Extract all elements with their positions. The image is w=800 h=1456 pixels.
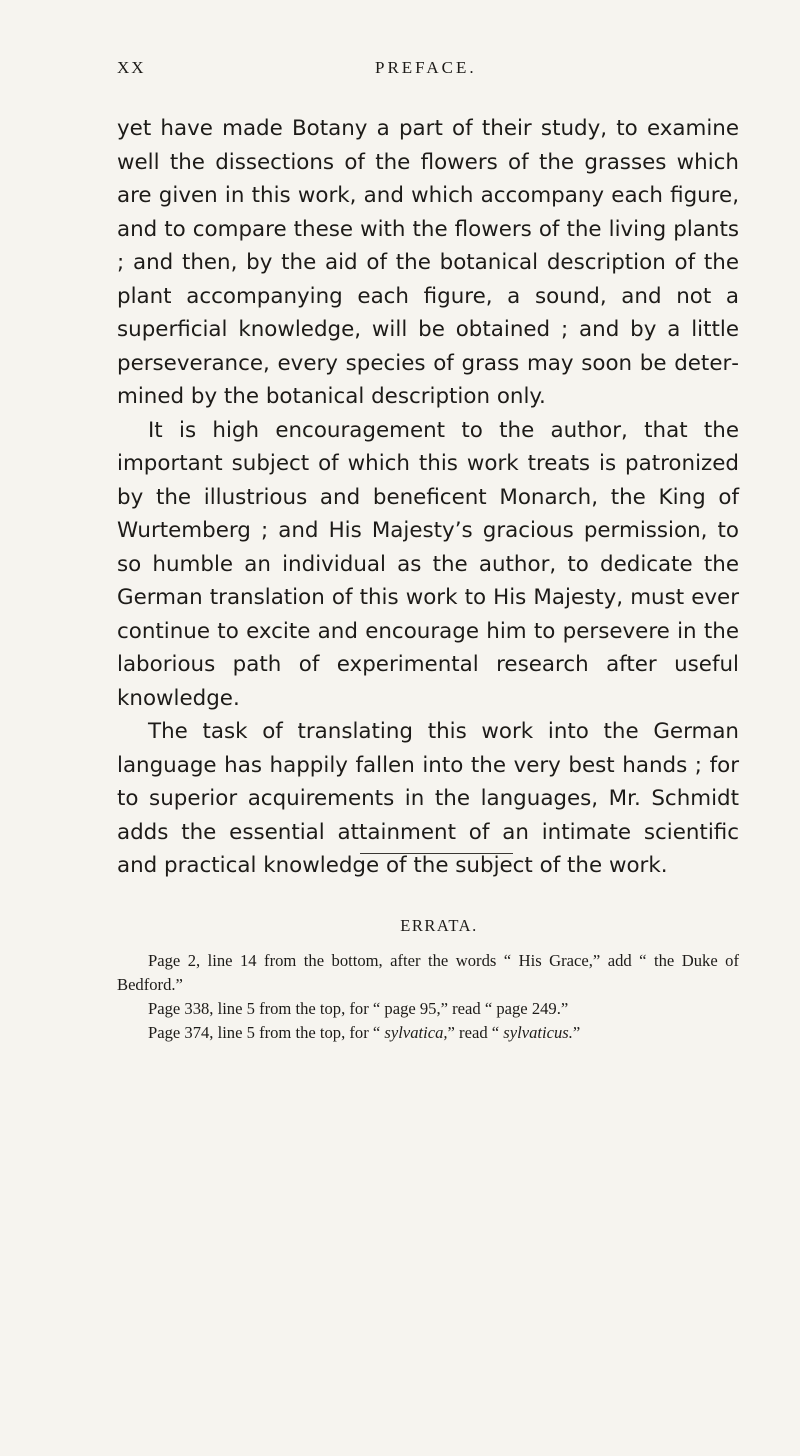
errata-heading: ERRATA. [400, 916, 478, 935]
running-title: PREFACE. [375, 58, 477, 77]
preface-body [117, 112, 739, 883]
running-head [117, 58, 737, 82]
errata-item: Page 338, line 5 from the top, for “ page 95,” read “ page 249.” [148, 999, 569, 1018]
errata-item: Page 2, line 14 from the bottom, after the words “ His Grace,” add “ the Duke of Bedford.” [117, 951, 739, 994]
errata-section [117, 914, 739, 1045]
paragraph-continued: yet have made Botany a part of their study, to examine well the dissections of the flowers of the grasses which are given in this work, and which accompany each figure, and to compare these with the flowers of the living plants ; and then, by the aid of the botanical description of the plant accompanying each figure, a sound, and not a superficial knowledge, will be obtained ; and by a little perseverance, every species of grass may soon be determined by the botanical description only. [117, 116, 739, 409]
errata-correct-term: sylvaticus. [503, 1023, 573, 1042]
paragraph-patronage: It is high encouragement to the author, that the important subject of which this work treats is patronized by the illustrious and beneficent Monarch, the King of Wurtemberg ; and His Majesty’s gracious permission, to so humble an individual as the author, to dedicate the German translation of this work to His Majesty, must ever continue to excite and encourage him to persevere in the laborious path of experimental research after useful knowledge. [117, 417, 739, 711]
section-divider [360, 853, 513, 854]
errata-wrong-term: sylvatica, [384, 1023, 448, 1042]
paragraph-translation: The task of translating this work into the German language has happily fallen into the very best hands ; for to superior acquirements in the languages, Mr. Schmidt adds the essential attainment of an intimate scientific and practical knowledge of the subject of the work. [117, 719, 739, 878]
page-number: XX [117, 58, 146, 77]
errata-item: Page 374, line 5 from the top, for “ sylvatica,” read “ sylvaticus.” [148, 1023, 581, 1042]
